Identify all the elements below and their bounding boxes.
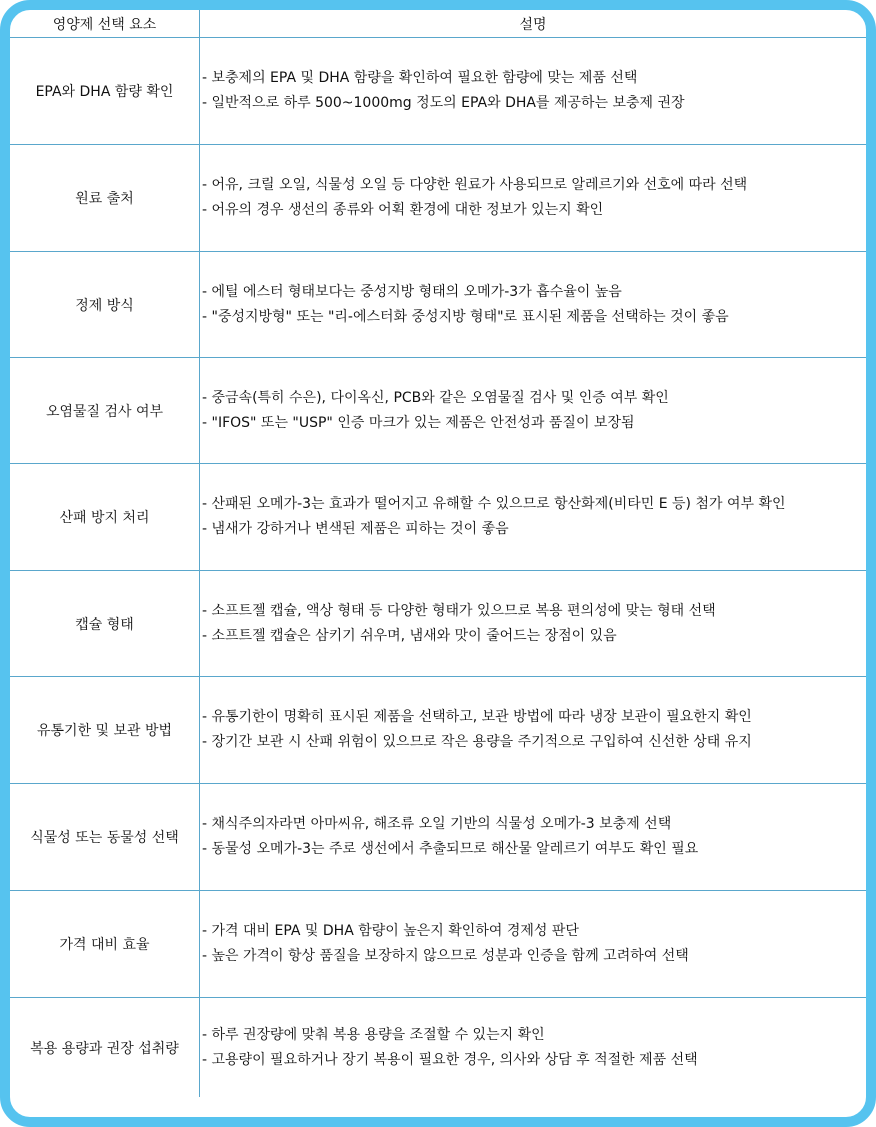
description-cell <box>200 38 866 144</box>
description-line: - "중성지방형" 또는 "리-에스터화 중성지방 형태"로 표시된 제품을 선택하는 것이 좋음 <box>202 308 729 325</box>
description-cell <box>200 784 866 890</box>
description-line: - 어유, 크릴 오일, 식물성 오일 등 다양한 원료가 사용되므로 알레르기와 선호에 따라 선택 <box>202 177 748 193</box>
table-row <box>10 145 866 252</box>
description-line: - 유통기한이 명확히 표시된 제품을 선택하고, 보관 방법에 따라 냉장 보관이 필요한지 확인 <box>202 709 752 725</box>
factor-cell: EPA와 DHA 함량 확인 <box>10 38 200 144</box>
description-line: - 중금속(특히 수은), 다이옥신, PCB와 같은 오염물질 검사 및 인증 여부 확인 <box>202 389 669 406</box>
description-line: - 높은 가격이 항상 품질을 보장하지 않으므로 성분과 인증을 함께 고려하여 선택 <box>202 948 689 964</box>
description-line: - 소프트젤 캡슐은 삼키기 쉬우며, 냄새와 맛이 줄어드는 장점이 있음 <box>202 627 617 644</box>
table-row <box>10 464 866 571</box>
description-line: - 채식주의자라면 아마씨유, 해조류 오일 기반의 식물성 오메가-3 보충제 선택 <box>202 816 672 832</box>
description-line: - 보충제의 EPA 및 DHA 함량을 확인하여 필요한 함량에 맞는 제품 선택 <box>202 70 638 86</box>
description-line: - 가격 대비 EPA 및 DHA 함량이 높은지 확인하여 경제성 판단 <box>202 923 579 939</box>
table-row <box>10 998 866 1097</box>
description-line: - 하루 권장량에 맞춰 복용 용량을 조절할 수 있는지 확인 <box>202 1026 545 1043</box>
description-line: - 고용량이 필요하거나 장기 복용이 필요한 경우, 의사와 상담 후 적절한 제품 선택 <box>202 1051 698 1068</box>
description-line: - 에틸 에스터 형태보다는 중성지방 형태의 오메가-3가 흡수율이 높음 <box>202 283 622 300</box>
description-line: - 소프트젤 캡슐, 액상 형태 등 다양한 형태가 있으므로 복용 편의성에 맞는 형태 선택 <box>202 602 716 619</box>
description-line: - 동물성 오메가-3는 주로 생선에서 추출되므로 해산물 알레르기 여부도 확인 필요 <box>202 841 699 857</box>
description-cell <box>200 464 866 570</box>
description-cell <box>200 677 866 783</box>
description-cell <box>200 571 866 676</box>
factor-cell: 캡슐 형태 <box>10 571 200 676</box>
description-cell <box>200 145 866 251</box>
description-cell <box>200 252 866 357</box>
table-row <box>10 252 866 358</box>
factor-cell: 원료 출처 <box>10 145 200 251</box>
header-factor: 영양제 선택 요소 <box>10 10 200 37</box>
description-line: - 일반적으로 하루 500~1000mg 정도의 EPA와 DHA를 제공하는 보충제 권장 <box>202 95 685 111</box>
factor-cell: 오염물질 검사 여부 <box>10 358 200 463</box>
table-row <box>10 891 866 998</box>
description-line: - "IFOS" 또는 "USP" 인증 마크가 있는 제품은 안전성과 품질이 보장됨 <box>202 414 635 431</box>
description-line: - 냄새가 강하거나 변색된 제품은 피하는 것이 좋음 <box>202 521 509 537</box>
factor-cell: 복용 용량과 권장 섭취량 <box>10 998 200 1097</box>
factor-cell: 유통기한 및 보관 방법 <box>10 677 200 783</box>
description-cell <box>200 998 866 1097</box>
table-row <box>10 571 866 677</box>
table-row <box>10 38 866 145</box>
table-header <box>10 10 866 38</box>
header-description: 설명 <box>519 16 547 33</box>
table-row <box>10 358 866 464</box>
description-cell <box>200 358 866 463</box>
table-row <box>10 784 866 891</box>
factor-cell: 정제 방식 <box>10 252 200 357</box>
description-line: - 산패된 오메가-3는 효과가 떨어지고 유해할 수 있으므로 항산화제(비타민 E 등) 첨가 여부 확인 <box>202 496 786 512</box>
description-line: - 어유의 경우 생선의 종류와 어획 환경에 대한 정보가 있는지 확인 <box>202 202 604 218</box>
factor-cell: 가격 대비 효율 <box>10 891 200 997</box>
factor-cell: 산패 방지 처리 <box>10 464 200 570</box>
description-line: - 장기간 보관 시 산패 위험이 있으므로 작은 용량을 주기적으로 구입하여 신선한 상태 유지 <box>202 734 752 750</box>
supplement-selection-table <box>10 10 866 1117</box>
table-row <box>10 677 866 784</box>
description-cell <box>200 891 866 997</box>
factor-cell: 식물성 또는 동물성 선택 <box>10 784 200 890</box>
